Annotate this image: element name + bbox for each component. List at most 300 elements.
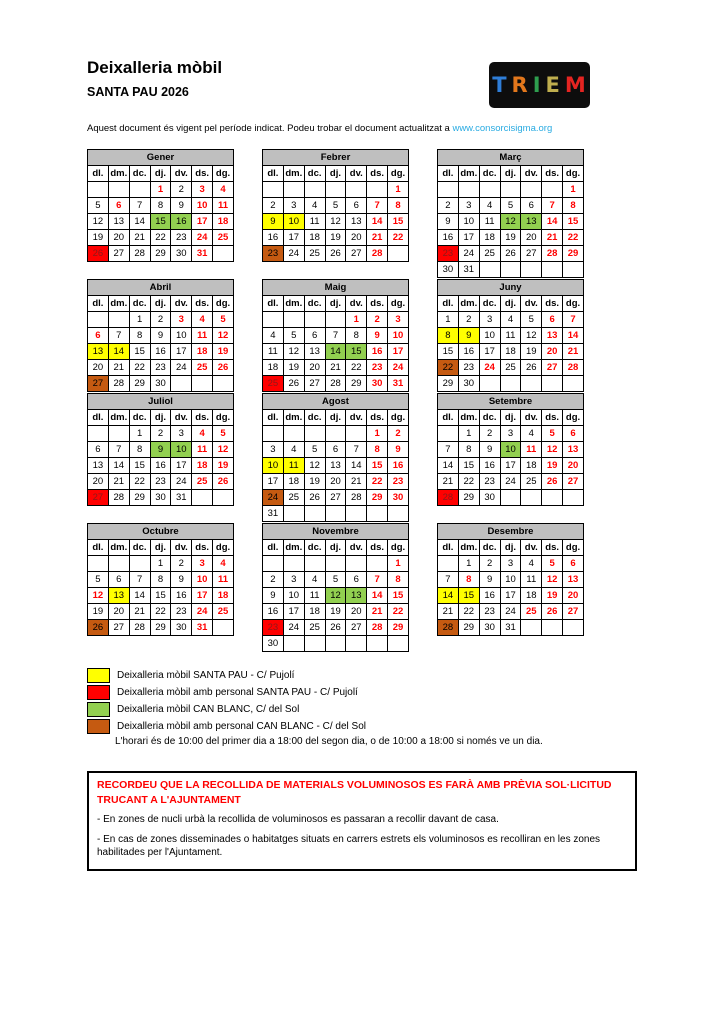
- legend-items: [87, 668, 637, 734]
- day-cell: 14: [367, 214, 388, 230]
- day-cell: 18: [500, 344, 521, 360]
- day-cell: 14: [563, 328, 584, 344]
- day-cell: 30: [263, 636, 284, 652]
- weekday-header: dm.: [458, 540, 479, 556]
- day-cell: 20: [563, 588, 584, 604]
- day-cell: 13: [563, 442, 584, 458]
- blank-cell: [388, 636, 409, 652]
- day-cell: 10: [283, 588, 304, 604]
- day-cell: 19: [325, 604, 346, 620]
- day-cell: 31: [458, 262, 479, 278]
- day-cell: 3: [171, 426, 192, 442]
- day-cell: 27: [88, 376, 109, 392]
- day-cell: 17: [388, 344, 409, 360]
- empty-cell: [263, 182, 284, 198]
- day-cell: 7: [438, 442, 459, 458]
- day-cell: 26: [213, 474, 234, 490]
- day-cell: 11: [304, 588, 325, 604]
- logo-letter: M: [564, 73, 587, 97]
- month-gener: [87, 149, 234, 262]
- day-cell: 25: [213, 230, 234, 246]
- day-cell: 16: [263, 230, 284, 246]
- empty-cell: [325, 312, 346, 328]
- weekday-header: dv.: [346, 410, 367, 426]
- weekday-header: dm.: [283, 540, 304, 556]
- day-cell: 26: [325, 246, 346, 262]
- day-cell: 3: [500, 426, 521, 442]
- month-title: Març: [438, 150, 584, 166]
- weekday-header: dv.: [521, 540, 542, 556]
- day-cell: 1: [388, 182, 409, 198]
- blank-cell: [542, 490, 563, 506]
- empty-cell: [108, 426, 129, 442]
- weekday-header: dl.: [88, 540, 109, 556]
- day-cell: 13: [88, 344, 109, 360]
- weekday-header: dm.: [283, 410, 304, 426]
- legend: [87, 668, 637, 747]
- day-cell: 16: [171, 588, 192, 604]
- day-cell: 30: [479, 490, 500, 506]
- day-cell: 18: [213, 588, 234, 604]
- day-cell: 10: [500, 442, 521, 458]
- weekday-header: dg.: [388, 166, 409, 182]
- empty-cell: [108, 312, 129, 328]
- blank-cell: [304, 636, 325, 652]
- day-cell: 22: [563, 230, 584, 246]
- empty-cell: [304, 182, 325, 198]
- day-cell: 31: [192, 246, 213, 262]
- day-cell: 20: [325, 474, 346, 490]
- page-subtitle: SANTA PAU 2026: [87, 85, 189, 99]
- day-cell: 26: [304, 490, 325, 506]
- day-cell: 23: [388, 474, 409, 490]
- empty-cell: [283, 556, 304, 572]
- day-cell: 20: [304, 360, 325, 376]
- weekday-header: dc.: [304, 540, 325, 556]
- day-cell: 24: [263, 490, 284, 506]
- day-cell: 14: [346, 458, 367, 474]
- day-cell: 22: [458, 474, 479, 490]
- weekday-header: dm.: [108, 410, 129, 426]
- day-cell: 28: [325, 376, 346, 392]
- day-cell: 18: [192, 344, 213, 360]
- weekday-header: dm.: [458, 410, 479, 426]
- day-cell: 9: [438, 214, 459, 230]
- empty-cell: [346, 182, 367, 198]
- blank-cell: [479, 262, 500, 278]
- day-cell: 17: [479, 344, 500, 360]
- day-cell: 28: [438, 620, 459, 636]
- day-cell: 6: [346, 572, 367, 588]
- day-cell: 25: [521, 604, 542, 620]
- day-cell: 5: [542, 556, 563, 572]
- day-cell: 10: [192, 198, 213, 214]
- day-cell: 1: [346, 312, 367, 328]
- day-cell: 18: [213, 214, 234, 230]
- month-title: Juny: [438, 280, 584, 296]
- day-cell: 24: [171, 474, 192, 490]
- blank-cell: [542, 376, 563, 392]
- day-cell: 28: [108, 376, 129, 392]
- legend-color-swatch: [87, 685, 110, 700]
- weekday-header: dj.: [325, 296, 346, 312]
- day-cell: 3: [283, 198, 304, 214]
- day-cell: 4: [500, 312, 521, 328]
- day-cell: 31: [500, 620, 521, 636]
- day-cell: 22: [458, 604, 479, 620]
- day-cell: 19: [283, 360, 304, 376]
- day-cell: 22: [367, 474, 388, 490]
- day-cell: 4: [213, 556, 234, 572]
- day-cell: 1: [458, 556, 479, 572]
- day-cell: 8: [150, 572, 171, 588]
- day-cell: 19: [88, 604, 109, 620]
- weekday-header: dl.: [438, 410, 459, 426]
- day-cell: 3: [479, 312, 500, 328]
- day-cell: 9: [150, 328, 171, 344]
- weekday-header: dl.: [438, 540, 459, 556]
- empty-cell: [283, 312, 304, 328]
- day-cell: 16: [171, 214, 192, 230]
- blank-cell: [325, 506, 346, 522]
- day-cell: 4: [304, 572, 325, 588]
- blank-cell: [542, 620, 563, 636]
- weekday-header: dj.: [325, 540, 346, 556]
- day-cell: 15: [458, 458, 479, 474]
- weekday-header: dm.: [458, 296, 479, 312]
- month-title: Setembre: [438, 394, 584, 410]
- day-cell: 7: [129, 198, 150, 214]
- empty-cell: [479, 182, 500, 198]
- weekday-header: dg.: [563, 166, 584, 182]
- day-cell: 20: [88, 360, 109, 376]
- day-cell: 6: [88, 328, 109, 344]
- day-cell: 2: [171, 556, 192, 572]
- empty-cell: [129, 182, 150, 198]
- day-cell: 23: [479, 604, 500, 620]
- day-cell: 15: [367, 458, 388, 474]
- day-cell: 22: [129, 474, 150, 490]
- day-cell: 7: [325, 328, 346, 344]
- weekday-header: dg.: [213, 540, 234, 556]
- day-cell: 8: [388, 198, 409, 214]
- blank-cell: [388, 246, 409, 262]
- day-cell: 30: [150, 490, 171, 506]
- day-cell: 13: [304, 344, 325, 360]
- day-cell: 25: [521, 474, 542, 490]
- weekday-header: dg.: [388, 410, 409, 426]
- day-cell: 29: [129, 376, 150, 392]
- day-cell: 27: [563, 604, 584, 620]
- day-cell: 29: [367, 490, 388, 506]
- weekday-header: dc.: [304, 410, 325, 426]
- weekday-header: dv.: [346, 166, 367, 182]
- weekday-header: dl.: [88, 410, 109, 426]
- day-cell: 24: [283, 620, 304, 636]
- day-cell: 14: [129, 588, 150, 604]
- day-cell: 21: [108, 474, 129, 490]
- day-cell: 6: [304, 328, 325, 344]
- day-cell: 5: [213, 312, 234, 328]
- empty-cell: [263, 556, 284, 572]
- day-cell: 9: [367, 328, 388, 344]
- day-cell: 9: [263, 214, 284, 230]
- day-cell: 27: [563, 474, 584, 490]
- day-cell: 1: [367, 426, 388, 442]
- weekday-header: dl.: [88, 296, 109, 312]
- month-title: Abril: [88, 280, 234, 296]
- day-cell: 25: [192, 360, 213, 376]
- day-cell: 8: [563, 198, 584, 214]
- weekday-header: dc.: [479, 166, 500, 182]
- day-cell: 22: [388, 230, 409, 246]
- day-cell: 11: [500, 328, 521, 344]
- weekday-header: dm.: [458, 166, 479, 182]
- day-cell: 8: [367, 442, 388, 458]
- day-cell: 12: [325, 214, 346, 230]
- day-cell: 8: [346, 328, 367, 344]
- day-cell: 19: [213, 458, 234, 474]
- weekday-header: dg.: [563, 410, 584, 426]
- weekday-header: ds.: [367, 166, 388, 182]
- day-cell: 24: [192, 604, 213, 620]
- day-cell: 16: [479, 588, 500, 604]
- day-cell: 7: [129, 572, 150, 588]
- empty-cell: [346, 556, 367, 572]
- month-title: Novembre: [263, 524, 409, 540]
- day-cell: 11: [192, 328, 213, 344]
- day-cell: 20: [346, 230, 367, 246]
- day-cell: 26: [213, 360, 234, 376]
- day-cell: 25: [304, 620, 325, 636]
- day-cell: 12: [521, 328, 542, 344]
- month-title: Agost: [263, 394, 409, 410]
- empty-cell: [367, 182, 388, 198]
- day-cell: 28: [367, 246, 388, 262]
- weekday-header: dj.: [150, 540, 171, 556]
- day-cell: 12: [542, 572, 563, 588]
- day-cell: 23: [263, 246, 284, 262]
- day-cell: 29: [458, 490, 479, 506]
- day-cell: 4: [521, 426, 542, 442]
- day-cell: 15: [150, 214, 171, 230]
- day-cell: 27: [108, 620, 129, 636]
- day-cell: 18: [283, 474, 304, 490]
- day-cell: 11: [521, 442, 542, 458]
- day-cell: 25: [479, 246, 500, 262]
- month-novembre: [262, 523, 409, 652]
- day-cell: 2: [479, 426, 500, 442]
- day-cell: 28: [129, 246, 150, 262]
- day-cell: 22: [438, 360, 459, 376]
- empty-cell: [500, 182, 521, 198]
- weekday-header: dj.: [500, 540, 521, 556]
- day-cell: 15: [346, 344, 367, 360]
- day-cell: 22: [129, 360, 150, 376]
- empty-cell: [325, 182, 346, 198]
- legend-label: Deixalleria mòbil SANTA PAU - C/ Pujolí: [117, 670, 295, 681]
- logo-letter: R: [511, 73, 529, 97]
- day-cell: 1: [438, 312, 459, 328]
- day-cell: 2: [263, 572, 284, 588]
- blank-cell: [171, 376, 192, 392]
- day-cell: 13: [108, 214, 129, 230]
- day-cell: 29: [563, 246, 584, 262]
- day-cell: 5: [88, 198, 109, 214]
- day-cell: 21: [325, 360, 346, 376]
- weekday-header: dv.: [346, 540, 367, 556]
- empty-cell: [325, 426, 346, 442]
- day-cell: 23: [150, 474, 171, 490]
- warning-bullet-1: - En zones de nucli urbà la recollida de voluminosos es passaran a recollir davant de casa.: [97, 814, 499, 826]
- empty-cell: [108, 182, 129, 198]
- weekday-header: dg.: [213, 296, 234, 312]
- day-cell: 20: [521, 230, 542, 246]
- day-cell: 27: [88, 490, 109, 506]
- day-cell: 13: [521, 214, 542, 230]
- weekday-header: ds.: [542, 296, 563, 312]
- empty-cell: [283, 426, 304, 442]
- legend-label: Deixalleria mòbil CAN BLANC, C/ del Sol: [117, 704, 300, 715]
- day-cell: 21: [129, 604, 150, 620]
- day-cell: 3: [500, 556, 521, 572]
- day-cell: 18: [263, 360, 284, 376]
- day-cell: 26: [521, 360, 542, 376]
- day-cell: 4: [304, 198, 325, 214]
- logo-letter: T: [492, 73, 508, 97]
- month-agost: [262, 393, 409, 522]
- day-cell: 16: [263, 604, 284, 620]
- weekday-header: dg.: [563, 296, 584, 312]
- weekday-header: dl.: [263, 540, 284, 556]
- empty-cell: [458, 182, 479, 198]
- weekday-header: dj.: [500, 296, 521, 312]
- weekday-header: dm.: [108, 166, 129, 182]
- day-cell: 17: [500, 458, 521, 474]
- day-cell: 12: [88, 214, 109, 230]
- day-cell: 16: [479, 458, 500, 474]
- weekday-header: ds.: [192, 296, 213, 312]
- day-cell: 16: [150, 458, 171, 474]
- logo-letter: I: [532, 73, 542, 97]
- weekday-header: ds.: [367, 410, 388, 426]
- blank-cell: [521, 262, 542, 278]
- blank-cell: [521, 376, 542, 392]
- day-cell: 4: [283, 442, 304, 458]
- day-cell: 10: [263, 458, 284, 474]
- day-cell: 28: [563, 360, 584, 376]
- day-cell: 11: [479, 214, 500, 230]
- empty-cell: [88, 426, 109, 442]
- warning-box: [87, 771, 637, 871]
- day-cell: 2: [263, 198, 284, 214]
- day-cell: 27: [108, 246, 129, 262]
- weekday-header: dv.: [521, 410, 542, 426]
- day-cell: 4: [263, 328, 284, 344]
- day-cell: 18: [521, 458, 542, 474]
- day-cell: 26: [88, 246, 109, 262]
- legend-color-swatch: [87, 702, 110, 717]
- day-cell: 19: [521, 344, 542, 360]
- day-cell: 24: [500, 604, 521, 620]
- blank-cell: [213, 246, 234, 262]
- month-title: Maig: [263, 280, 409, 296]
- day-cell: 20: [346, 604, 367, 620]
- weekday-header: dv.: [171, 166, 192, 182]
- weekday-header: dl.: [263, 296, 284, 312]
- legend-note: L'horari és de 10:00 del primer dia a 18:00 del segon dia, o de 10:00 a 18:00 si només ve un dia.: [115, 736, 543, 747]
- day-cell: 9: [388, 442, 409, 458]
- weekday-header: dl.: [438, 296, 459, 312]
- day-cell: 28: [367, 620, 388, 636]
- day-cell: 20: [542, 344, 563, 360]
- empty-cell: [88, 182, 109, 198]
- day-cell: 14: [438, 588, 459, 604]
- weekday-header: dm.: [108, 540, 129, 556]
- blank-cell: [283, 636, 304, 652]
- day-cell: 25: [192, 474, 213, 490]
- weekday-header: dc.: [129, 410, 150, 426]
- weekday-header: dv.: [171, 540, 192, 556]
- weekday-header: dl.: [263, 166, 284, 182]
- day-cell: 21: [563, 344, 584, 360]
- notice-link[interactable]: www.consorcisigma.org: [452, 123, 553, 134]
- empty-cell: [263, 426, 284, 442]
- legend-color-swatch: [87, 668, 110, 683]
- day-cell: 4: [213, 182, 234, 198]
- day-cell: 2: [458, 312, 479, 328]
- day-cell: 17: [283, 230, 304, 246]
- day-cell: 27: [542, 360, 563, 376]
- day-cell: 19: [542, 588, 563, 604]
- day-cell: 27: [346, 246, 367, 262]
- day-cell: 8: [458, 572, 479, 588]
- blank-cell: [367, 506, 388, 522]
- day-cell: 12: [542, 442, 563, 458]
- day-cell: 7: [108, 442, 129, 458]
- day-cell: 8: [129, 442, 150, 458]
- blank-cell: [479, 376, 500, 392]
- day-cell: 10: [458, 214, 479, 230]
- day-cell: 18: [192, 458, 213, 474]
- day-cell: 13: [563, 572, 584, 588]
- empty-cell: [438, 426, 459, 442]
- day-cell: 11: [213, 198, 234, 214]
- day-cell: 30: [150, 376, 171, 392]
- day-cell: 23: [367, 360, 388, 376]
- day-cell: 29: [150, 246, 171, 262]
- day-cell: 21: [346, 474, 367, 490]
- day-cell: 28: [129, 620, 150, 636]
- weekday-header: dg.: [388, 540, 409, 556]
- month-febrer: [262, 149, 409, 262]
- blank-cell: [563, 490, 584, 506]
- blank-cell: [563, 620, 584, 636]
- day-cell: 9: [263, 588, 284, 604]
- day-cell: 7: [367, 572, 388, 588]
- day-cell: 18: [479, 230, 500, 246]
- day-cell: 8: [458, 442, 479, 458]
- weekday-header: dv.: [521, 166, 542, 182]
- day-cell: 29: [129, 490, 150, 506]
- day-cell: 7: [542, 198, 563, 214]
- day-cell: 11: [213, 572, 234, 588]
- day-cell: 16: [150, 344, 171, 360]
- blank-cell: [346, 506, 367, 522]
- day-cell: 19: [325, 230, 346, 246]
- weekday-header: dv.: [171, 296, 192, 312]
- day-cell: 30: [458, 376, 479, 392]
